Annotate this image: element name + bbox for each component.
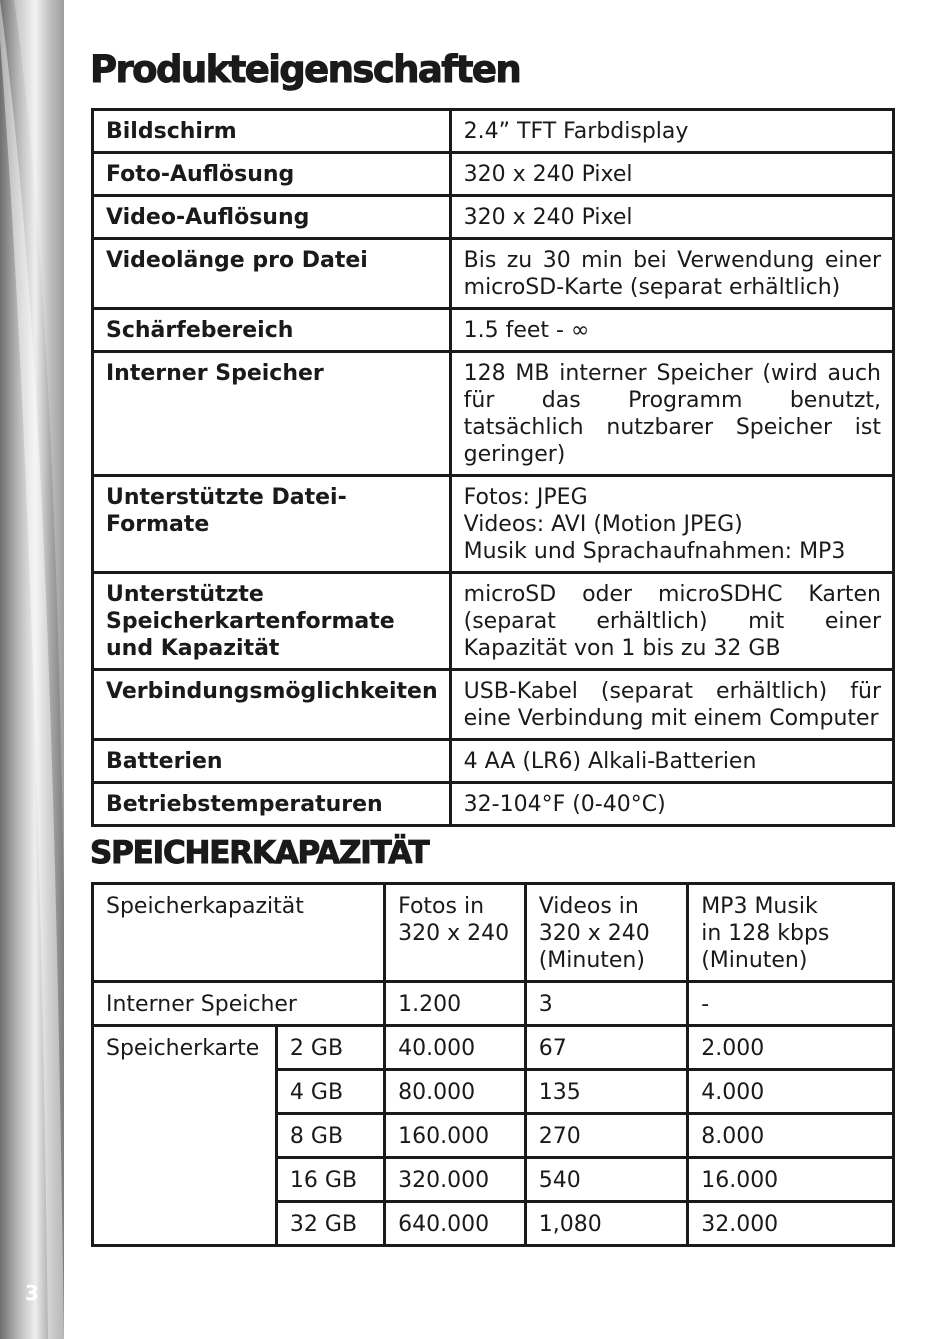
side-decoration-band — [0, 0, 64, 1339]
spec-label: Video-Auflösung — [93, 196, 451, 239]
cell-mp3: 8.000 — [688, 1114, 894, 1158]
cell-videos: 135 — [525, 1070, 688, 1114]
spec-value-line: Videos: AVI (Motion JPEG) — [463, 512, 743, 537]
table-row — [93, 110, 894, 153]
header-photos — [385, 884, 526, 982]
table-row — [93, 196, 894, 239]
cell-mp3: - — [688, 982, 894, 1026]
cell-videos: 3 — [525, 982, 688, 1026]
spec-label: Bildschirm — [93, 110, 451, 153]
header-line: in 128 kbps — [701, 921, 830, 946]
table-row — [93, 982, 894, 1026]
table-row — [93, 1026, 894, 1070]
spec-value: 1.5 feet - ∞ — [450, 309, 893, 352]
table-row — [93, 740, 894, 783]
spec-value: 320 x 240 Pixel — [450, 153, 893, 196]
table-row — [93, 783, 894, 826]
header-capacity: Speicherkapazität — [93, 884, 385, 982]
cell-photos: 40.000 — [385, 1026, 526, 1070]
internal-memory-label: Interner Speicher — [93, 982, 385, 1026]
spec-label: Foto-Auflösung — [93, 153, 451, 196]
spec-value: 32-104°F (0-40°C) — [450, 783, 893, 826]
table-row — [93, 239, 894, 309]
product-specs-title: Produkteigenschaften — [90, 48, 521, 91]
table-row — [93, 309, 894, 352]
table-row — [93, 670, 894, 740]
cell-photos: 80.000 — [385, 1070, 526, 1114]
header-line: Fotos in — [398, 894, 485, 919]
memory-capacity-table — [91, 882, 895, 1247]
spec-value: 320 x 240 Pixel — [450, 196, 893, 239]
header-line: MP3 Musik — [701, 894, 818, 919]
header-line: (Minuten) — [538, 948, 645, 973]
cell-mp3: 32.000 — [688, 1202, 894, 1246]
spec-label: Unterstützte Datei-Formate — [93, 476, 451, 573]
memory-capacity-title: SPEICHERKAPAZITÄT — [90, 835, 429, 871]
cell-videos: 1,080 — [525, 1202, 688, 1246]
product-specs-table — [91, 108, 895, 827]
header-videos — [525, 884, 688, 982]
spec-value-line: Fotos: JPEG — [463, 485, 588, 510]
table-row — [93, 153, 894, 196]
header-line: 320 x 240 — [398, 921, 510, 946]
spec-label: Videolänge pro Datei — [93, 239, 451, 309]
page-number: 3 — [25, 1281, 39, 1305]
spec-value: 4 AA (LR6) Alkali-Batterien — [450, 740, 893, 783]
cell-videos: 270 — [525, 1114, 688, 1158]
table-row — [93, 476, 894, 573]
header-line: (Minuten) — [701, 948, 808, 973]
cell-mp3: 4.000 — [688, 1070, 894, 1114]
cell-photos: 320.000 — [385, 1158, 526, 1202]
cell-card-size: 16 GB — [276, 1158, 384, 1202]
cell-card-size: 2 GB — [276, 1026, 384, 1070]
spec-label: Unterstützte Speicherkartenformate und Kapazität — [93, 573, 451, 670]
cell-mp3: 16.000 — [688, 1158, 894, 1202]
cell-videos: 540 — [525, 1158, 688, 1202]
spec-label: Interner Speicher — [93, 352, 451, 476]
spec-label: Verbindungsmöglichkeiten — [93, 670, 451, 740]
cell-mp3: 2.000 — [688, 1026, 894, 1070]
memory-card-label: Speicherkarte — [93, 1026, 277, 1246]
spec-label: Schärfebereich — [93, 309, 451, 352]
cell-card-size: 4 GB — [276, 1070, 384, 1114]
header-line: 320 x 240 — [538, 921, 650, 946]
spec-value: 128 MB interner Speicher (wird auch für das Programm benutzt, tatsächlich nutzbarer Speicher ist geringer) — [450, 352, 893, 476]
spec-value: Bis zu 30 min bei Verwendung einer microSD-Karte (separat erhältlich) — [450, 239, 893, 309]
spec-value: microSD oder microSDHC Karten (separat erhältlich) mit einer Kapazität von 1 bis zu 32 GB — [450, 573, 893, 670]
header-line: Videos in — [538, 894, 639, 919]
spec-value: USB-Kabel (separat erhältlich) für eine Verbindung mit einem Computer — [450, 670, 893, 740]
spec-value — [450, 476, 893, 573]
header-mp3 — [688, 884, 894, 982]
cell-photos: 1.200 — [385, 982, 526, 1026]
cell-card-size: 8 GB — [276, 1114, 384, 1158]
spec-label: Batterien — [93, 740, 451, 783]
table-header-row — [93, 884, 894, 982]
spec-value-line: Musik und Sprachaufnahmen: MP3 — [463, 539, 846, 564]
table-row — [93, 352, 894, 476]
cell-photos: 160.000 — [385, 1114, 526, 1158]
cell-card-size: 32 GB — [276, 1202, 384, 1246]
cell-photos: 640.000 — [385, 1202, 526, 1246]
spec-label: Betriebstemperaturen — [93, 783, 451, 826]
cell-videos: 67 — [525, 1026, 688, 1070]
table-row — [93, 573, 894, 670]
side-swoosh-graphic — [0, 0, 64, 1339]
spec-value: 2.4” TFT Farbdisplay — [450, 110, 893, 153]
